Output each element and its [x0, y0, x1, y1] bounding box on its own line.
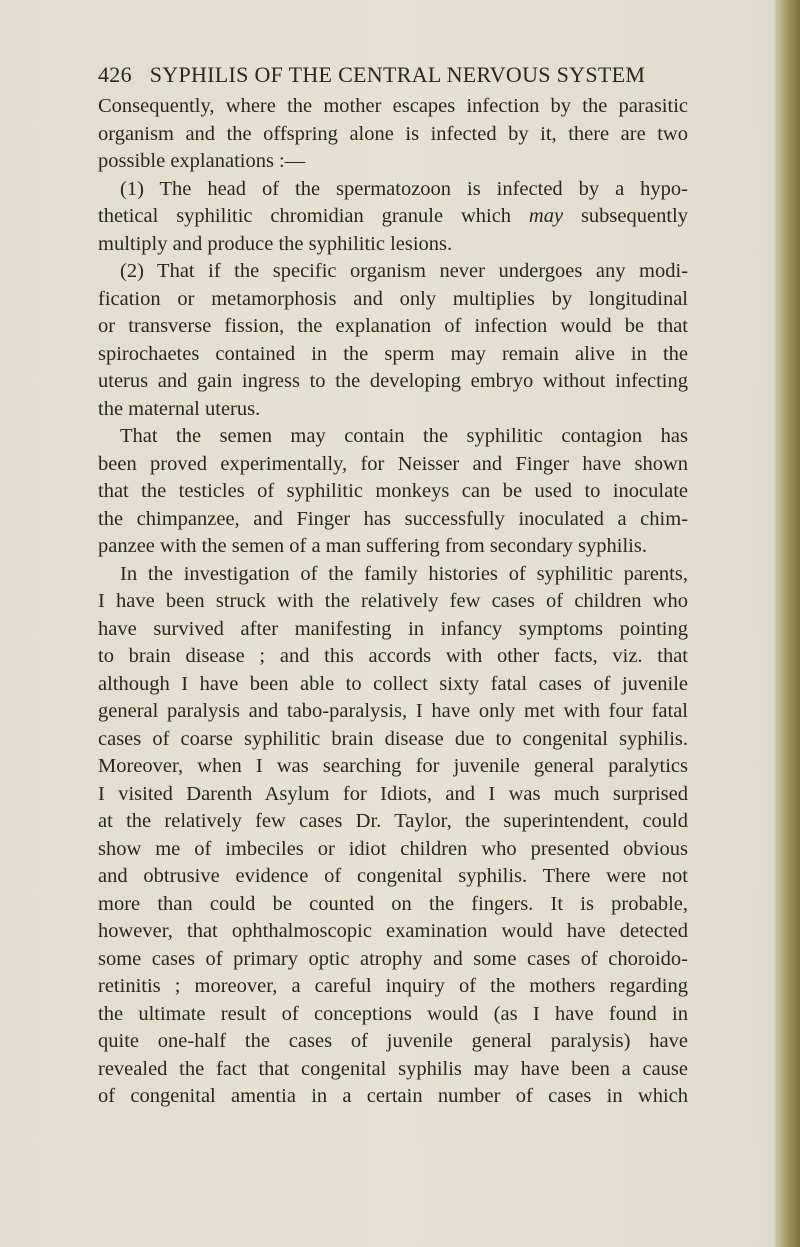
text-line: the maternal uterus. — [98, 397, 261, 420]
text-line: revealed the fact that congenital syphilis may have been a cause — [98, 1057, 688, 1080]
text-line: show me of imbeciles or idiot children who presented obvious — [98, 837, 688, 860]
running-header — [98, 62, 698, 92]
text-line: possible explanations :— — [98, 150, 306, 172]
text-line: In the investigation of the family histories of syphilitic parents, — [120, 562, 688, 585]
text-line: at the relatively few cases Dr. Taylor, the superintendent, could — [98, 810, 688, 832]
text-line: the ultimate result of conceptions would (as I have found in — [98, 1002, 688, 1025]
text-line: fication or metamorphosis and only multiplies by longitudinal — [98, 287, 688, 310]
text-line: been proved experimentally, for Neisser and Finger have shown — [98, 452, 688, 475]
text-line: (2) That if the specific organism never undergoes any modi- — [120, 260, 688, 282]
text-line: uterus and gain ingress to the developing embryo without infecting — [98, 370, 688, 392]
text-line: spirochaetes contained in the sperm may remain alive in the — [98, 342, 688, 365]
text-line: retinitis ; moreover, a careful inquiry of the mothers regarding — [98, 975, 688, 997]
page-edge-line — [776, 0, 778, 1247]
running-title: SYPHILIS OF THE CENTRAL NERVOUS SYSTEM — [149, 62, 646, 87]
body-text — [98, 93, 688, 1111]
text-line: however, that ophthalmoscopic examination would have detected — [98, 920, 688, 942]
text-line: Consequently, where the mother escapes infection by the parasitic — [98, 95, 688, 117]
text-line: that the testicles of syphilitic monkeys can be used to inoculate — [98, 480, 688, 502]
text-line: have survived after manifesting in infancy symptoms pointing — [98, 617, 688, 640]
text-line: panzee with the semen of a man suffering from secondary syphilis. — [98, 535, 647, 557]
text-segment: thetical syphilitic chromidian granule which — [98, 205, 512, 227]
page-number: 426 — [98, 62, 132, 87]
text-line: That the semen may contain the syphilitic contagion has — [120, 425, 688, 447]
text-line — [98, 203, 688, 231]
text-line: some cases of primary optic atrophy and some cases of choroido- — [98, 947, 688, 970]
text-line: multiply and produce the syphilitic lesions. — [98, 232, 453, 255]
text-line: I have been struck with the relatively few cases of children who — [98, 590, 688, 612]
text-line: general paralysis and tabo-paralysis, I have only met with four fatal — [98, 700, 688, 722]
text-line: Moreover, when I was searching for juvenile general paralytics — [98, 755, 688, 777]
text-line: the chimpanzee, and Finger has successfully inoculated a chim- — [98, 507, 688, 530]
italic-emphasis: may — [528, 205, 564, 227]
text-line: or transverse fission, the explanation of infection would be that — [98, 315, 688, 337]
text-line: of congenital amentia in a certain number of cases in which — [98, 1085, 688, 1107]
text-line: (1) The head of the spermatozoon is infected by a hypo- — [120, 177, 688, 200]
text-line: to brain disease ; and this accords with other facts, viz. that — [98, 645, 688, 667]
text-line: I visited Darenth Asylum for Idiots, and I was much surprised — [98, 782, 688, 805]
text-segment: subsequently — [580, 205, 688, 227]
text-line: and obtrusive evidence of congenital syphilis. There were not — [98, 865, 688, 887]
text-line: organism and the offspring alone is infected by it, there are two — [98, 122, 688, 145]
text-line: although I have been able to collect sixty fatal cases of juvenile — [98, 672, 688, 695]
text-line: quite one-half the cases of juvenile general paralysis) have — [98, 1030, 688, 1052]
text-line: cases of coarse syphilitic brain disease due to congenital syphilis. — [98, 727, 688, 750]
text-line: more than could be counted on the fingers. It is probable, — [98, 892, 688, 915]
